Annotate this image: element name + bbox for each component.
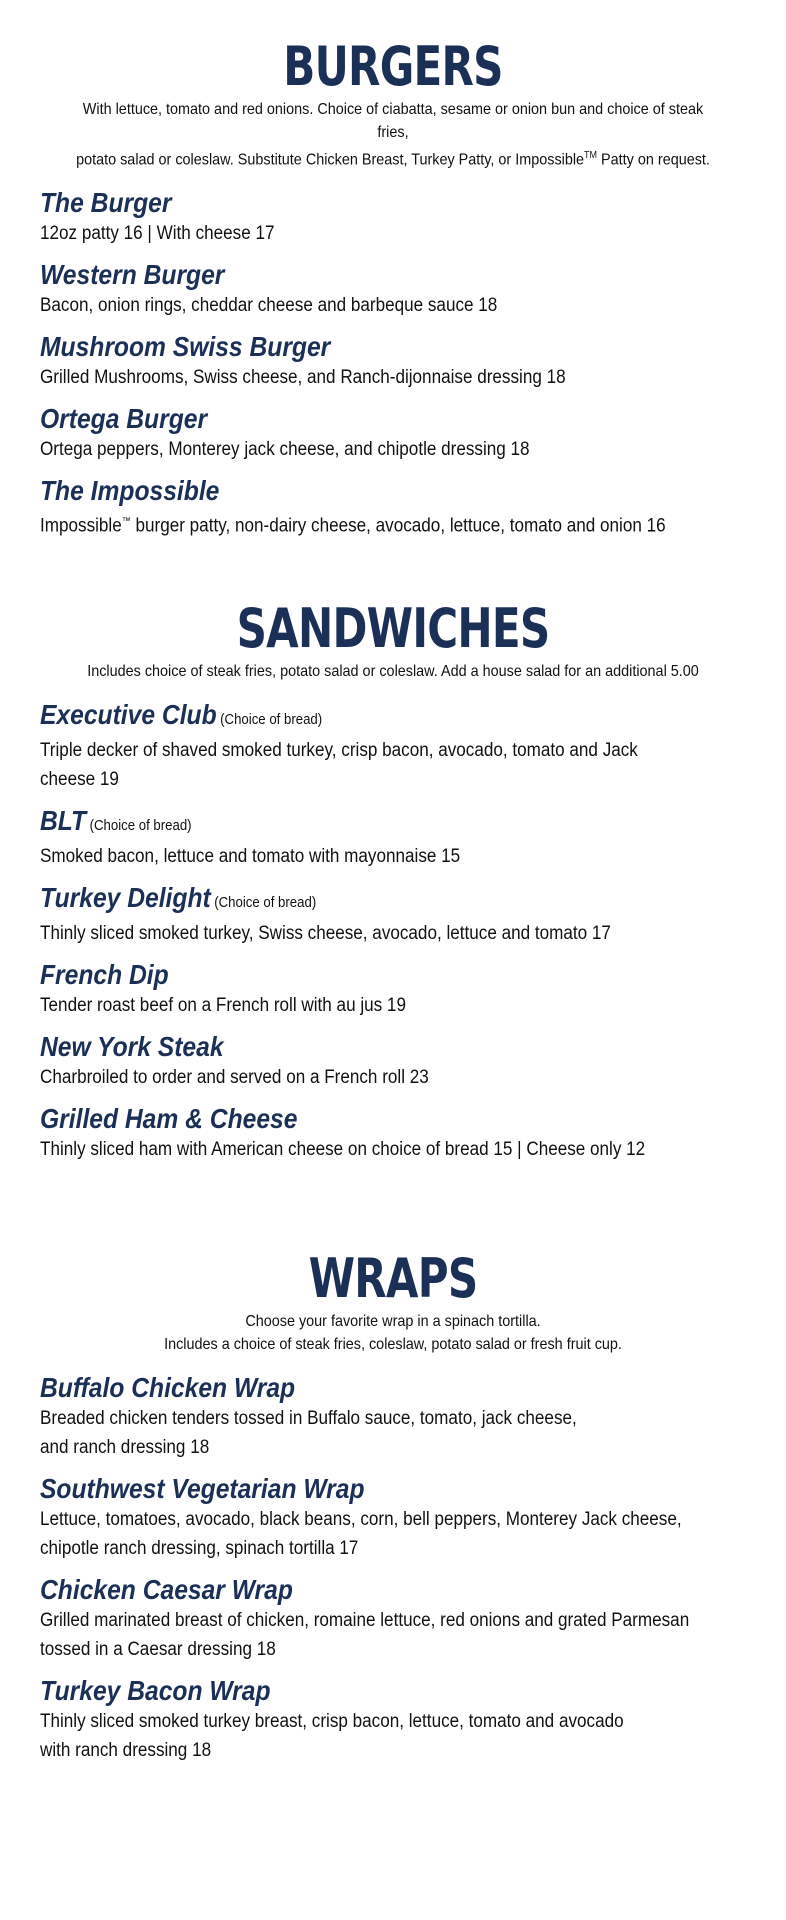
item-desc-pre: Impossible [40,515,122,537]
wraps-description [75,1310,710,1356]
menu-item [40,1574,760,1664]
menu-item [40,475,760,540]
menu-item [40,1473,760,1563]
wraps-desc-line2: Includes a choice of steak fries, coleslaw, potato salad or fresh fruit cup. [164,1336,622,1353]
item-description: Smoked bacon, lettuce and tomato with mayonnaise 15 [40,846,461,867]
wraps-title: WRAPS [308,1247,478,1310]
item-desc-line1: Grilled marinated breast of chicken, romaine lettuce, red onions and grated Parmesan [40,1610,690,1631]
item-name: Ortega Burger [40,403,208,435]
item-desc-line2: with ranch dressing 18 [40,1740,212,1761]
item-description: Grilled Mushrooms, Swiss cheese, and Ranch-dijonnaise dressing 18 [40,367,566,389]
item-name: Mushroom Swiss Burger [40,331,331,363]
burgers-description [75,98,710,171]
item-note: (Choice of bread) [214,894,317,911]
burgers-desc-line2-post: Patty on request. [597,151,710,169]
burgers-items [40,187,760,540]
item-desc-line1: Triple decker of shaved smoked turkey, crisp bacon, avocado, tomato and Jack [40,740,638,761]
burgers-desc-line2-pre: potato salad or coleslaw. Substitute Chicken Breast, Turkey Patty, or Impossible [76,151,585,169]
item-desc-post: burger patty, non-dairy cheese, avocado, lettuce, tomato and onion 16 [130,515,666,537]
item-name-text: BLT [40,805,87,836]
sandwiches-section [0,598,786,1175]
menu-item [40,1372,760,1462]
item-description [40,1606,760,1664]
menu-item [40,187,760,248]
menu-item [40,959,760,1020]
menu-item [40,403,760,464]
item-name [40,805,674,842]
item-name: Western Burger [40,259,225,291]
item-description: Thinly sliced smoked turkey, Swiss cheese, avocado, lettuce and tomato 17 [40,923,611,944]
burgers-title: BURGERS [283,35,503,98]
menu-item [40,805,760,871]
item-name: The Burger [40,187,172,219]
menu-item [40,1031,760,1092]
trademark-mark: TM [584,150,598,161]
sandwiches-title: SANDWICHES [236,597,550,660]
item-description [40,1707,760,1765]
item-name-text: Executive Club [40,699,217,730]
item-description: Tender roast beef on a French roll with au jus 19 [40,995,406,1016]
menu-item [40,331,760,392]
item-desc-line2: and ranch dressing 18 [40,1437,210,1458]
item-name: Chicken Caesar Wrap [40,1574,293,1605]
item-name: Grilled Ham & Cheese [40,1103,298,1134]
item-desc-line2: chipotle ranch dressing, spinach tortilla 17 [40,1538,359,1559]
item-name [40,882,674,919]
wraps-desc-line1: Choose your favorite wrap in a spinach tortilla. [245,1313,541,1330]
wraps-items [40,1372,760,1765]
item-description: Ortega peppers, Monterey jack cheese, and chipotle dressing 18 [40,439,530,461]
item-name: Buffalo Chicken Wrap [40,1372,296,1403]
item-desc-line1: Lettuce, tomatoes, avocado, black beans, corn, bell peppers, Monterey Jack cheese, [40,1509,682,1530]
item-name-text: Turkey Delight [40,882,211,913]
item-note: (Choice of bread) [220,711,323,728]
sandwiches-items [40,699,760,1164]
item-description [40,1505,760,1563]
item-description [40,1404,760,1462]
item-desc-line1: Thinly sliced smoked turkey breast, crisp bacon, lettuce, tomato and avocado [40,1711,624,1732]
burgers-desc-line1: With lettuce, tomato and red onions. Choice of ciabatta, sesame or onion bun and choice of steak fries, [82,101,704,141]
menu-item [40,699,760,794]
sandwiches-description: Includes choice of steak fries, potato salad or coleslaw. Add a house salad for an additional 5.00 [87,663,699,680]
menu-item [40,259,760,320]
wraps-section [0,1248,786,1776]
item-name: The Impossible [40,475,220,507]
item-description [40,736,760,794]
burgers-section [0,36,786,552]
burgers-desc-line2 [75,144,710,171]
item-description: Charbroiled to order and served on a French roll 23 [40,1067,429,1088]
menu-item [40,1103,760,1164]
item-description: Thinly sliced ham with American cheese on choice of bread 15 | Cheese only 12 [40,1139,646,1160]
item-name: New York Steak [40,1031,224,1062]
menu-item [40,882,760,948]
trademark-mark: ™ [121,516,131,528]
item-name [40,699,674,736]
item-desc-line1: Breaded chicken tenders tossed in Buffalo sauce, tomato, jack cheese, [40,1408,577,1429]
item-desc-line2: cheese 19 [40,769,119,790]
item-description: Bacon, onion rings, cheddar cheese and barbeque sauce 18 [40,295,498,317]
item-name: Southwest Vegetarian Wrap [40,1473,365,1504]
item-description [40,507,760,540]
menu-item [40,1675,760,1765]
item-note: (Choice of bread) [89,817,192,834]
item-name: Turkey Bacon Wrap [40,1675,271,1706]
item-description: 12oz patty 16 | With cheese 17 [40,223,275,245]
item-desc-line2: tossed in a Caesar dressing 18 [40,1639,276,1660]
item-name: French Dip [40,959,169,990]
